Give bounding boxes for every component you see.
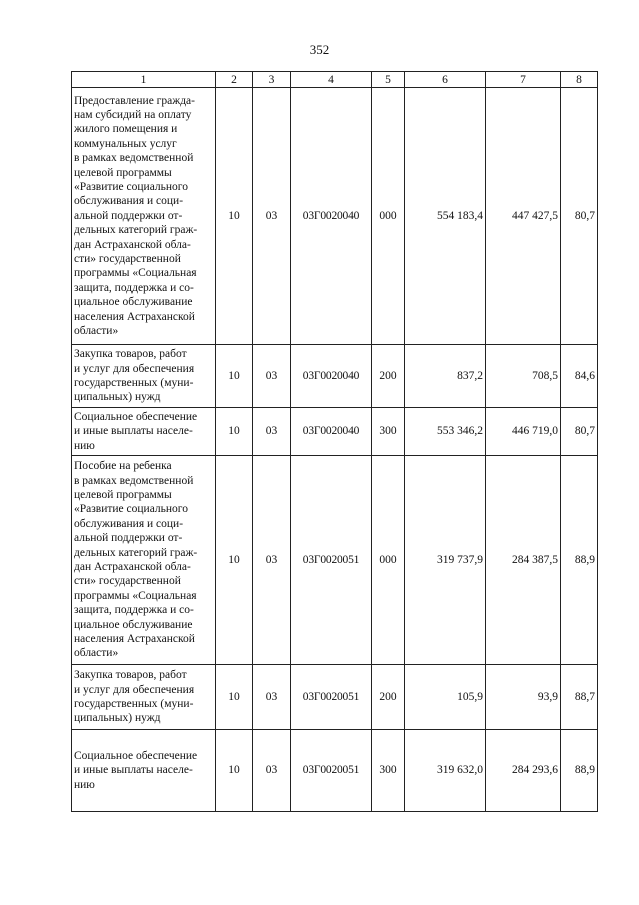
target-code-cell: 03Г0020051 xyxy=(291,665,372,730)
section-cell: 10 xyxy=(216,345,253,408)
column-header: 6 xyxy=(405,72,486,88)
target-code-cell: 03Г0020051 xyxy=(291,456,372,665)
table-row xyxy=(72,88,598,345)
subsection-cell: 03 xyxy=(253,456,291,665)
percent-cell: 88,9 xyxy=(561,456,598,665)
expense-name-cell: Пособие на ребенка в рамках ведомственной целевой программы «Развитие социального обслуживания и соци- альной поддержки от- дельных категорий граж- дан Астраханской обла- сти» государственной программы «Социальная защита, поддержка и со- циальное обслуживание населения Астраханской области» xyxy=(72,456,216,665)
column-header: 5 xyxy=(372,72,405,88)
percent-cell: 80,7 xyxy=(561,88,598,345)
table-row xyxy=(72,345,598,408)
target-code-cell: 03Г0020040 xyxy=(291,88,372,345)
column-header: 2 xyxy=(216,72,253,88)
section-cell: 10 xyxy=(216,456,253,665)
percent-cell: 88,7 xyxy=(561,665,598,730)
target-code-cell: 03Г0020040 xyxy=(291,408,372,456)
column-header: 3 xyxy=(253,72,291,88)
expense-type-cell: 200 xyxy=(372,345,405,408)
target-code-cell: 03Г0020051 xyxy=(291,730,372,812)
executed-amount-cell: 708,5 xyxy=(486,345,561,408)
expense-type-cell: 000 xyxy=(372,88,405,345)
executed-amount-cell: 447 427,5 xyxy=(486,88,561,345)
expense-type-cell: 300 xyxy=(372,730,405,812)
expense-name-cell: Закупка товаров, работ и услуг для обеспечения государственных (муни- ципальных) нужд xyxy=(72,345,216,408)
table-row xyxy=(72,456,598,665)
executed-amount-cell: 284 387,5 xyxy=(486,456,561,665)
subsection-cell: 03 xyxy=(253,730,291,812)
executed-amount-cell: 446 719,0 xyxy=(486,408,561,456)
page-number: 352 xyxy=(309,42,330,57)
approved-amount-cell: 105,9 xyxy=(405,665,486,730)
section-cell: 10 xyxy=(216,88,253,345)
approved-amount-cell: 837,2 xyxy=(405,345,486,408)
table-row xyxy=(72,730,598,812)
table-row xyxy=(72,665,598,730)
expense-name-cell: Социальное обеспечение и иные выплаты населе- нию xyxy=(72,730,216,812)
executed-amount-cell: 284 293,6 xyxy=(486,730,561,812)
approved-amount-cell: 553 346,2 xyxy=(405,408,486,456)
subsection-cell: 03 xyxy=(253,665,291,730)
subsection-cell: 03 xyxy=(253,88,291,345)
percent-cell: 88,9 xyxy=(561,730,598,812)
column-header: 4 xyxy=(291,72,372,88)
percent-cell: 84,6 xyxy=(561,345,598,408)
expense-type-cell: 300 xyxy=(372,408,405,456)
section-cell: 10 xyxy=(216,665,253,730)
budget-table xyxy=(71,71,598,812)
section-cell: 10 xyxy=(216,730,253,812)
percent-cell: 80,7 xyxy=(561,408,598,456)
expense-name-cell: Социальное обеспечение и иные выплаты населе- нию xyxy=(72,408,216,456)
table-header-row xyxy=(72,72,598,88)
column-header: 1 xyxy=(72,72,216,88)
target-code-cell: 03Г0020040 xyxy=(291,345,372,408)
expense-name-cell: Закупка товаров, работ и услуг для обеспечения государственных (муни- ципальных) нужд xyxy=(72,665,216,730)
column-header: 8 xyxy=(561,72,598,88)
approved-amount-cell: 554 183,4 xyxy=(405,88,486,345)
table-row xyxy=(72,408,598,456)
subsection-cell: 03 xyxy=(253,408,291,456)
expense-name-cell: Предоставление граждa- нам субсидий на оплату жилого помещения и коммунальных услуг в рамках ведомственной целевой программы «Развитие социального обслуживания и соци- альной поддержки от- дельных категорий граж- дан Астраханской обла- сти» государственной программы «Социальная защита, поддержка и со- циальное обслуживание населения Астраханской области» xyxy=(72,88,216,345)
subsection-cell: 03 xyxy=(253,345,291,408)
expense-type-cell: 000 xyxy=(372,456,405,665)
section-cell: 10 xyxy=(216,408,253,456)
approved-amount-cell: 319 632,0 xyxy=(405,730,486,812)
executed-amount-cell: 93,9 xyxy=(486,665,561,730)
expense-type-cell: 200 xyxy=(372,665,405,730)
column-header: 7 xyxy=(486,72,561,88)
approved-amount-cell: 319 737,9 xyxy=(405,456,486,665)
